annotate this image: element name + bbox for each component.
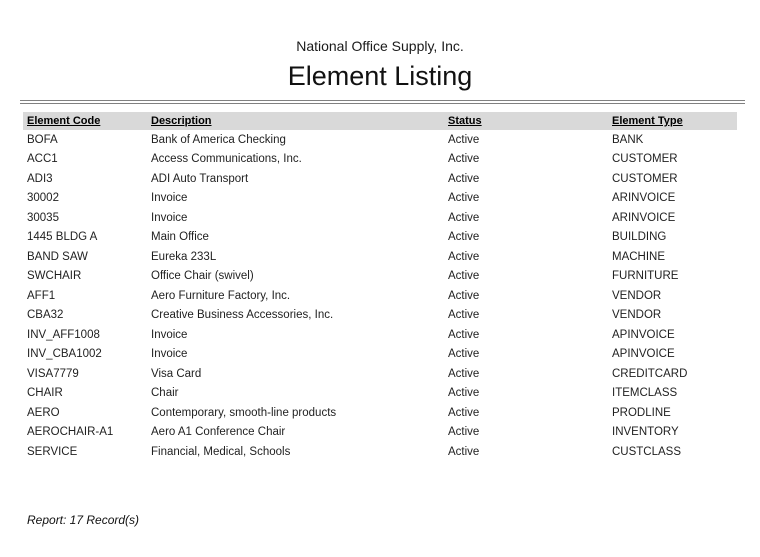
table-row <box>23 364 737 384</box>
cell-status: Active <box>448 231 480 244</box>
table-body <box>23 130 737 462</box>
cell-status: Active <box>448 211 480 224</box>
cell-description: Chair <box>151 387 179 400</box>
company-name: National Office Supply, Inc. <box>296 38 464 54</box>
cell-type: ARINVOICE <box>612 192 676 205</box>
cell-code: BAND SAW <box>27 250 88 263</box>
cell-description: Main Office <box>151 231 209 244</box>
table-row <box>23 306 737 326</box>
cell-description: ADI Auto Transport <box>151 172 249 185</box>
cell-type: VENDOR <box>612 289 662 302</box>
cell-type: ITEMCLASS <box>612 387 678 400</box>
table-row <box>23 208 737 228</box>
cell-description: Visa Card <box>151 367 202 380</box>
cell-status: Active <box>448 387 480 400</box>
table-row <box>23 150 737 170</box>
cell-status: Active <box>448 426 480 439</box>
cell-description: Invoice <box>151 211 188 224</box>
double-rule-divider <box>20 100 745 104</box>
cell-type: MACHINE <box>612 250 666 263</box>
table-row <box>23 384 737 404</box>
cell-status: Active <box>448 250 480 263</box>
cell-code: VISA7779 <box>27 367 79 380</box>
cell-description: Bank of America Checking <box>151 133 286 146</box>
cell-code: 30035 <box>27 211 59 224</box>
cell-type: ARINVOICE <box>612 211 676 224</box>
table-header-row <box>23 112 737 130</box>
cell-type: APINVOICE <box>612 328 675 341</box>
cell-status: Active <box>448 406 480 419</box>
cell-code: CBA32 <box>27 309 64 322</box>
cell-status: Active <box>448 328 480 341</box>
table-row <box>23 130 737 150</box>
cell-description: Invoice <box>151 192 188 205</box>
cell-description: Financial, Medical, Schools <box>151 445 291 458</box>
cell-code: SWCHAIR <box>27 270 82 283</box>
cell-type: CUSTOMER <box>612 172 678 185</box>
record-count-footer: Report: 17 Record(s) <box>27 513 140 527</box>
cell-description: Invoice <box>151 328 188 341</box>
cell-type: BANK <box>612 133 644 146</box>
cell-description: Creative Business Accessories, Inc. <box>151 309 334 322</box>
cell-code: SERVICE <box>27 445 78 458</box>
table-row <box>23 189 737 209</box>
cell-code: ADI3 <box>27 172 53 185</box>
table-row <box>23 345 737 365</box>
cell-type: APINVOICE <box>612 348 675 361</box>
cell-status: Active <box>448 309 480 322</box>
cell-description: Eureka 233L <box>151 250 217 263</box>
cell-status: Active <box>448 270 480 283</box>
column-header-element-type: Element Type <box>612 115 683 127</box>
cell-status: Active <box>448 133 480 146</box>
cell-code: INV_AFF1008 <box>27 328 100 341</box>
cell-code: 30002 <box>27 192 59 205</box>
cell-type: PRODLINE <box>612 406 671 419</box>
element-table <box>23 112 737 462</box>
column-header-element-code: Element Code <box>27 115 101 127</box>
cell-type: CUSTOMER <box>612 153 678 166</box>
table-row <box>23 267 737 287</box>
cell-code: AEROCHAIR-A1 <box>27 426 114 439</box>
cell-status: Active <box>448 367 480 380</box>
table-row <box>23 286 737 306</box>
cell-code: ACC1 <box>27 153 58 166</box>
cell-status: Active <box>448 172 480 185</box>
cell-description: Access Communications, Inc. <box>151 153 302 166</box>
cell-status: Active <box>448 289 480 302</box>
cell-type: CUSTCLASS <box>612 445 682 458</box>
table-row <box>23 423 737 443</box>
table-row <box>23 247 737 267</box>
table-row <box>23 228 737 248</box>
column-header-status: Status <box>448 115 482 127</box>
cell-description: Aero Furniture Factory, Inc. <box>151 289 291 302</box>
table-row <box>23 403 737 423</box>
cell-type: BUILDING <box>612 231 667 244</box>
cell-type: INVENTORY <box>612 426 679 439</box>
cell-description: Aero A1 Conference Chair <box>151 426 286 439</box>
cell-status: Active <box>448 445 480 458</box>
cell-code: AERO <box>27 406 60 419</box>
report-title: Element Listing <box>287 61 473 91</box>
table-row <box>23 325 737 345</box>
cell-code: AFF1 <box>27 289 56 302</box>
cell-code: INV_CBA1002 <box>27 348 102 361</box>
cell-description: Contemporary, smooth-line products <box>151 406 337 419</box>
cell-status: Active <box>448 153 480 166</box>
cell-type: CREDITCARD <box>612 367 688 380</box>
cell-description: Invoice <box>151 348 188 361</box>
cell-code: 1445 BLDG A <box>27 231 98 244</box>
cell-code: BOFA <box>27 133 58 146</box>
cell-type: VENDOR <box>612 309 662 322</box>
cell-status: Active <box>448 348 480 361</box>
cell-status: Active <box>448 192 480 205</box>
cell-type: FURNITURE <box>612 270 679 283</box>
cell-description: Office Chair (swivel) <box>151 270 254 283</box>
table-row <box>23 169 737 189</box>
cell-code: CHAIR <box>27 387 63 400</box>
table-row <box>23 442 737 462</box>
column-header-description: Description <box>151 115 212 127</box>
